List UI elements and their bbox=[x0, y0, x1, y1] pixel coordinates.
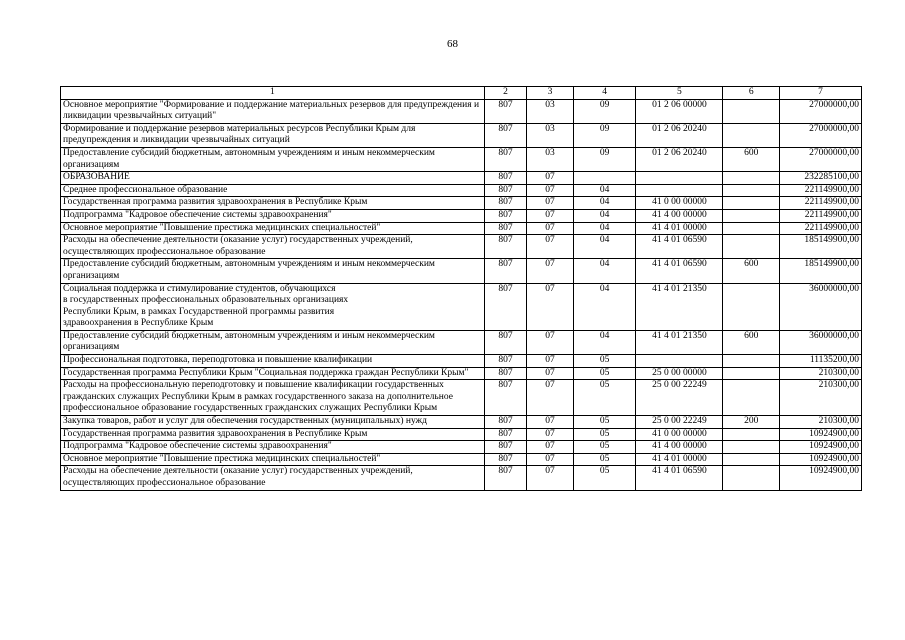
cell-section: 07 bbox=[527, 235, 574, 259]
cell-ministry-code: 807 bbox=[484, 283, 526, 330]
cell-section: 07 bbox=[527, 330, 574, 354]
cell-name: Подпрограмма "Кадровое обеспечение системы здравоохранения" bbox=[61, 441, 485, 454]
cell-ministry-code: 807 bbox=[484, 466, 526, 490]
cell-subsection: 04 bbox=[573, 235, 636, 259]
table-body bbox=[61, 99, 862, 490]
table-row bbox=[61, 259, 862, 283]
cell-section: 03 bbox=[527, 147, 574, 171]
cell-name: Закупка товаров, работ и услуг для обеспечения государственных (муниципальных) нужд bbox=[61, 416, 485, 429]
cell-subsection: 04 bbox=[573, 222, 636, 235]
cell-amount: 221149900,00 bbox=[780, 197, 862, 210]
cell-amount: 210300,00 bbox=[780, 416, 862, 429]
cell-subsection: 05 bbox=[573, 416, 636, 429]
cell-expense-type bbox=[723, 367, 780, 380]
header-cell-vr: 6 bbox=[723, 87, 780, 100]
cell-section: 07 bbox=[527, 197, 574, 210]
cell-name: Предоставление субсидий бюджетным, автономным учреждениям и иным некоммерческим организациям bbox=[61, 259, 485, 283]
cell-subsection: 04 bbox=[573, 209, 636, 222]
cell-section: 07 bbox=[527, 209, 574, 222]
cell-ministry-code: 807 bbox=[484, 184, 526, 197]
cell-ministry-code: 807 bbox=[484, 172, 526, 185]
cell-target-article: 41 4 01 21350 bbox=[636, 283, 723, 330]
table-row bbox=[61, 184, 862, 197]
cell-subsection: 09 bbox=[573, 123, 636, 147]
cell-subsection: 05 bbox=[573, 466, 636, 490]
cell-name: Предоставление субсидий бюджетным, автономным учреждениям и иным некоммерческим организациям bbox=[61, 147, 485, 171]
header-cell-p: 4 bbox=[573, 87, 636, 100]
cell-section: 07 bbox=[527, 184, 574, 197]
cell-ministry-code: 807 bbox=[484, 235, 526, 259]
cell-name: Расходы на обеспечение деятельности (оказание услуг) государственных учреждений, осуществляющих профессиональное образование bbox=[61, 466, 485, 490]
cell-amount: 10924900,00 bbox=[780, 428, 862, 441]
cell-name: Среднее профессиональное образование bbox=[61, 184, 485, 197]
cell-ministry-code: 807 bbox=[484, 222, 526, 235]
cell-name: Расходы на профессиональную переподготовку и повышение квалификации государственных гражданских служащих Республики Крым в рамках государственного заказа на дополнительное профессиональное образование государственных гражданских служащих Республики Крым bbox=[61, 380, 485, 416]
cell-amount: 185149900,00 bbox=[780, 235, 862, 259]
cell-expense-type bbox=[723, 441, 780, 454]
cell-expense-type bbox=[723, 283, 780, 330]
table-row bbox=[61, 209, 862, 222]
cell-target-article: 41 0 00 00000 bbox=[636, 197, 723, 210]
cell-target-article: 01 2 06 00000 bbox=[636, 99, 723, 123]
cell-target-article: 25 0 00 22249 bbox=[636, 380, 723, 416]
page-number: 68 bbox=[447, 38, 458, 50]
cell-target-article: 41 4 01 06590 bbox=[636, 235, 723, 259]
cell-target-article: 41 4 00 00000 bbox=[636, 441, 723, 454]
cell-amount: 221149900,00 bbox=[780, 209, 862, 222]
table-row bbox=[61, 222, 862, 235]
table-header-row bbox=[61, 87, 862, 100]
cell-target-article: 41 4 00 00000 bbox=[636, 209, 723, 222]
cell-section: 07 bbox=[527, 355, 574, 368]
cell-name: Предоставление субсидий бюджетным, автономным учреждениям и иным некоммерческим организациям bbox=[61, 330, 485, 354]
table-row bbox=[61, 330, 862, 354]
cell-ministry-code: 807 bbox=[484, 428, 526, 441]
cell-expense-type bbox=[723, 209, 780, 222]
cell-name: Основное мероприятие "Повышение престижа медицинских специальностей" bbox=[61, 222, 485, 235]
cell-expense-type bbox=[723, 380, 780, 416]
cell-ministry-code: 807 bbox=[484, 197, 526, 210]
table-row bbox=[61, 123, 862, 147]
cell-section: 07 bbox=[527, 453, 574, 466]
cell-expense-type bbox=[723, 172, 780, 185]
cell-expense-type bbox=[723, 222, 780, 235]
cell-ministry-code: 807 bbox=[484, 99, 526, 123]
cell-name: Подпрограмма "Кадровое обеспечение системы здравоохранения" bbox=[61, 209, 485, 222]
cell-subsection: 09 bbox=[573, 99, 636, 123]
cell-amount: 27000000,00 bbox=[780, 123, 862, 147]
cell-section: 03 bbox=[527, 99, 574, 123]
cell-amount: 10924900,00 bbox=[780, 453, 862, 466]
cell-amount: 185149900,00 bbox=[780, 259, 862, 283]
table-row bbox=[61, 197, 862, 210]
cell-name: Профессиональная подготовка, переподготовка и повышение квалификации bbox=[61, 355, 485, 368]
cell-subsection: 09 bbox=[573, 147, 636, 171]
cell-name: Формирование и поддержание резервов материальных ресурсов Республики Крым для предупреждения и ликвидации чрезвычайных ситуаций bbox=[61, 123, 485, 147]
cell-amount: 221149900,00 bbox=[780, 184, 862, 197]
cell-expense-type: 200 bbox=[723, 416, 780, 429]
cell-ministry-code: 807 bbox=[484, 367, 526, 380]
cell-subsection: 04 bbox=[573, 330, 636, 354]
cell-subsection: 04 bbox=[573, 283, 636, 330]
cell-expense-type bbox=[723, 99, 780, 123]
cell-ministry-code: 807 bbox=[484, 259, 526, 283]
cell-name: Основное мероприятие "Повышение престижа медицинских специальностей" bbox=[61, 453, 485, 466]
cell-ministry-code: 807 bbox=[484, 416, 526, 429]
cell-section: 07 bbox=[527, 259, 574, 283]
cell-expense-type bbox=[723, 355, 780, 368]
cell-amount: 210300,00 bbox=[780, 380, 862, 416]
table-row bbox=[61, 172, 862, 185]
cell-section: 07 bbox=[527, 441, 574, 454]
cell-amount: 232285100,00 bbox=[780, 172, 862, 185]
cell-amount: 11135200,00 bbox=[780, 355, 862, 368]
cell-ministry-code: 807 bbox=[484, 441, 526, 454]
table-row bbox=[61, 416, 862, 429]
cell-target-article bbox=[636, 184, 723, 197]
header-cell-cs: 5 bbox=[636, 87, 723, 100]
cell-subsection: 05 bbox=[573, 355, 636, 368]
cell-target-article: 25 0 00 22249 bbox=[636, 416, 723, 429]
cell-target-article: 01 2 06 20240 bbox=[636, 123, 723, 147]
cell-amount: 36000000,00 bbox=[780, 283, 862, 330]
cell-subsection: 05 bbox=[573, 380, 636, 416]
cell-ministry-code: 807 bbox=[484, 453, 526, 466]
cell-subsection bbox=[573, 172, 636, 185]
table-row bbox=[61, 99, 862, 123]
cell-ministry-code: 807 bbox=[484, 330, 526, 354]
cell-target-article bbox=[636, 172, 723, 185]
cell-section: 07 bbox=[527, 466, 574, 490]
table-row bbox=[61, 355, 862, 368]
table-row bbox=[61, 147, 862, 171]
cell-expense-type bbox=[723, 197, 780, 210]
cell-target-article: 25 0 00 00000 bbox=[636, 367, 723, 380]
cell-subsection: 05 bbox=[573, 428, 636, 441]
cell-target-article: 41 4 01 06590 bbox=[636, 466, 723, 490]
table-row bbox=[61, 367, 862, 380]
cell-amount: 27000000,00 bbox=[780, 99, 862, 123]
cell-amount: 10924900,00 bbox=[780, 466, 862, 490]
cell-name: ОБРАЗОВАНИЕ bbox=[61, 172, 485, 185]
cell-section: 07 bbox=[527, 222, 574, 235]
cell-subsection: 04 bbox=[573, 259, 636, 283]
table-row bbox=[61, 466, 862, 490]
cell-subsection: 05 bbox=[573, 367, 636, 380]
cell-amount: 210300,00 bbox=[780, 367, 862, 380]
table-row bbox=[61, 283, 862, 330]
cell-target-article: 41 4 01 00000 bbox=[636, 222, 723, 235]
cell-section: 07 bbox=[527, 416, 574, 429]
cell-section: 07 bbox=[527, 428, 574, 441]
cell-expense-type bbox=[723, 184, 780, 197]
header-cell-s: 3 bbox=[527, 87, 574, 100]
table-row bbox=[61, 235, 862, 259]
cell-subsection: 04 bbox=[573, 197, 636, 210]
cell-target-article: 41 0 00 00000 bbox=[636, 428, 723, 441]
cell-target-article: 41 4 01 06590 bbox=[636, 259, 723, 283]
cell-expense-type: 600 bbox=[723, 147, 780, 171]
cell-target-article: 41 4 01 21350 bbox=[636, 330, 723, 354]
cell-subsection: 05 bbox=[573, 441, 636, 454]
cell-ministry-code: 807 bbox=[484, 209, 526, 222]
cell-ministry-code: 807 bbox=[484, 355, 526, 368]
cell-section: 07 bbox=[527, 283, 574, 330]
header-cell-name: 1 bbox=[61, 87, 485, 100]
header-cell-k: 2 bbox=[484, 87, 526, 100]
cell-expense-type bbox=[723, 235, 780, 259]
cell-subsection: 04 bbox=[573, 184, 636, 197]
cell-target-article: 01 2 06 20240 bbox=[636, 147, 723, 171]
cell-amount: 10924900,00 bbox=[780, 441, 862, 454]
cell-section: 07 bbox=[527, 172, 574, 185]
cell-amount: 27000000,00 bbox=[780, 147, 862, 171]
cell-target-article: 41 4 01 00000 bbox=[636, 453, 723, 466]
header-cell-sum: 7 bbox=[780, 87, 862, 100]
cell-amount: 221149900,00 bbox=[780, 222, 862, 235]
cell-expense-type bbox=[723, 428, 780, 441]
cell-name: Государственная программа развития здравоохранения в Республике Крым bbox=[61, 428, 485, 441]
cell-name: Государственная программа Республики Крым "Социальная поддержка граждан Республики Крым" bbox=[61, 367, 485, 380]
cell-name: Основное мероприятие "Формирование и поддержание материальных резервов для предупреждения и ликвидации чрезвычайных ситуаций" bbox=[61, 99, 485, 123]
table-row bbox=[61, 380, 862, 416]
cell-expense-type bbox=[723, 123, 780, 147]
cell-expense-type bbox=[723, 453, 780, 466]
cell-ministry-code: 807 bbox=[484, 123, 526, 147]
cell-amount: 36000000,00 bbox=[780, 330, 862, 354]
table-row bbox=[61, 453, 862, 466]
cell-name: Социальная поддержка и стимулирование студентов, обучающихся в государственных профессиональных образовательных организациях Республики Крым, в рамках Государственной программы развития здравоохранения в Республике Крым bbox=[61, 283, 485, 330]
cell-ministry-code: 807 bbox=[484, 380, 526, 416]
budget-table bbox=[60, 86, 862, 491]
cell-name: Государственная программа развития здравоохранения в Республике Крым bbox=[61, 197, 485, 210]
cell-expense-type: 600 bbox=[723, 330, 780, 354]
cell-target-article bbox=[636, 355, 723, 368]
cell-expense-type bbox=[723, 466, 780, 490]
cell-section: 07 bbox=[527, 380, 574, 416]
cell-expense-type: 600 bbox=[723, 259, 780, 283]
table-row bbox=[61, 428, 862, 441]
cell-section: 07 bbox=[527, 367, 574, 380]
cell-ministry-code: 807 bbox=[484, 147, 526, 171]
cell-name: Расходы на обеспечение деятельности (оказание услуг) государственных учреждений, осуществляющих профессиональное образование bbox=[61, 235, 485, 259]
cell-subsection: 05 bbox=[573, 453, 636, 466]
table-row bbox=[61, 441, 862, 454]
cell-section: 03 bbox=[527, 123, 574, 147]
